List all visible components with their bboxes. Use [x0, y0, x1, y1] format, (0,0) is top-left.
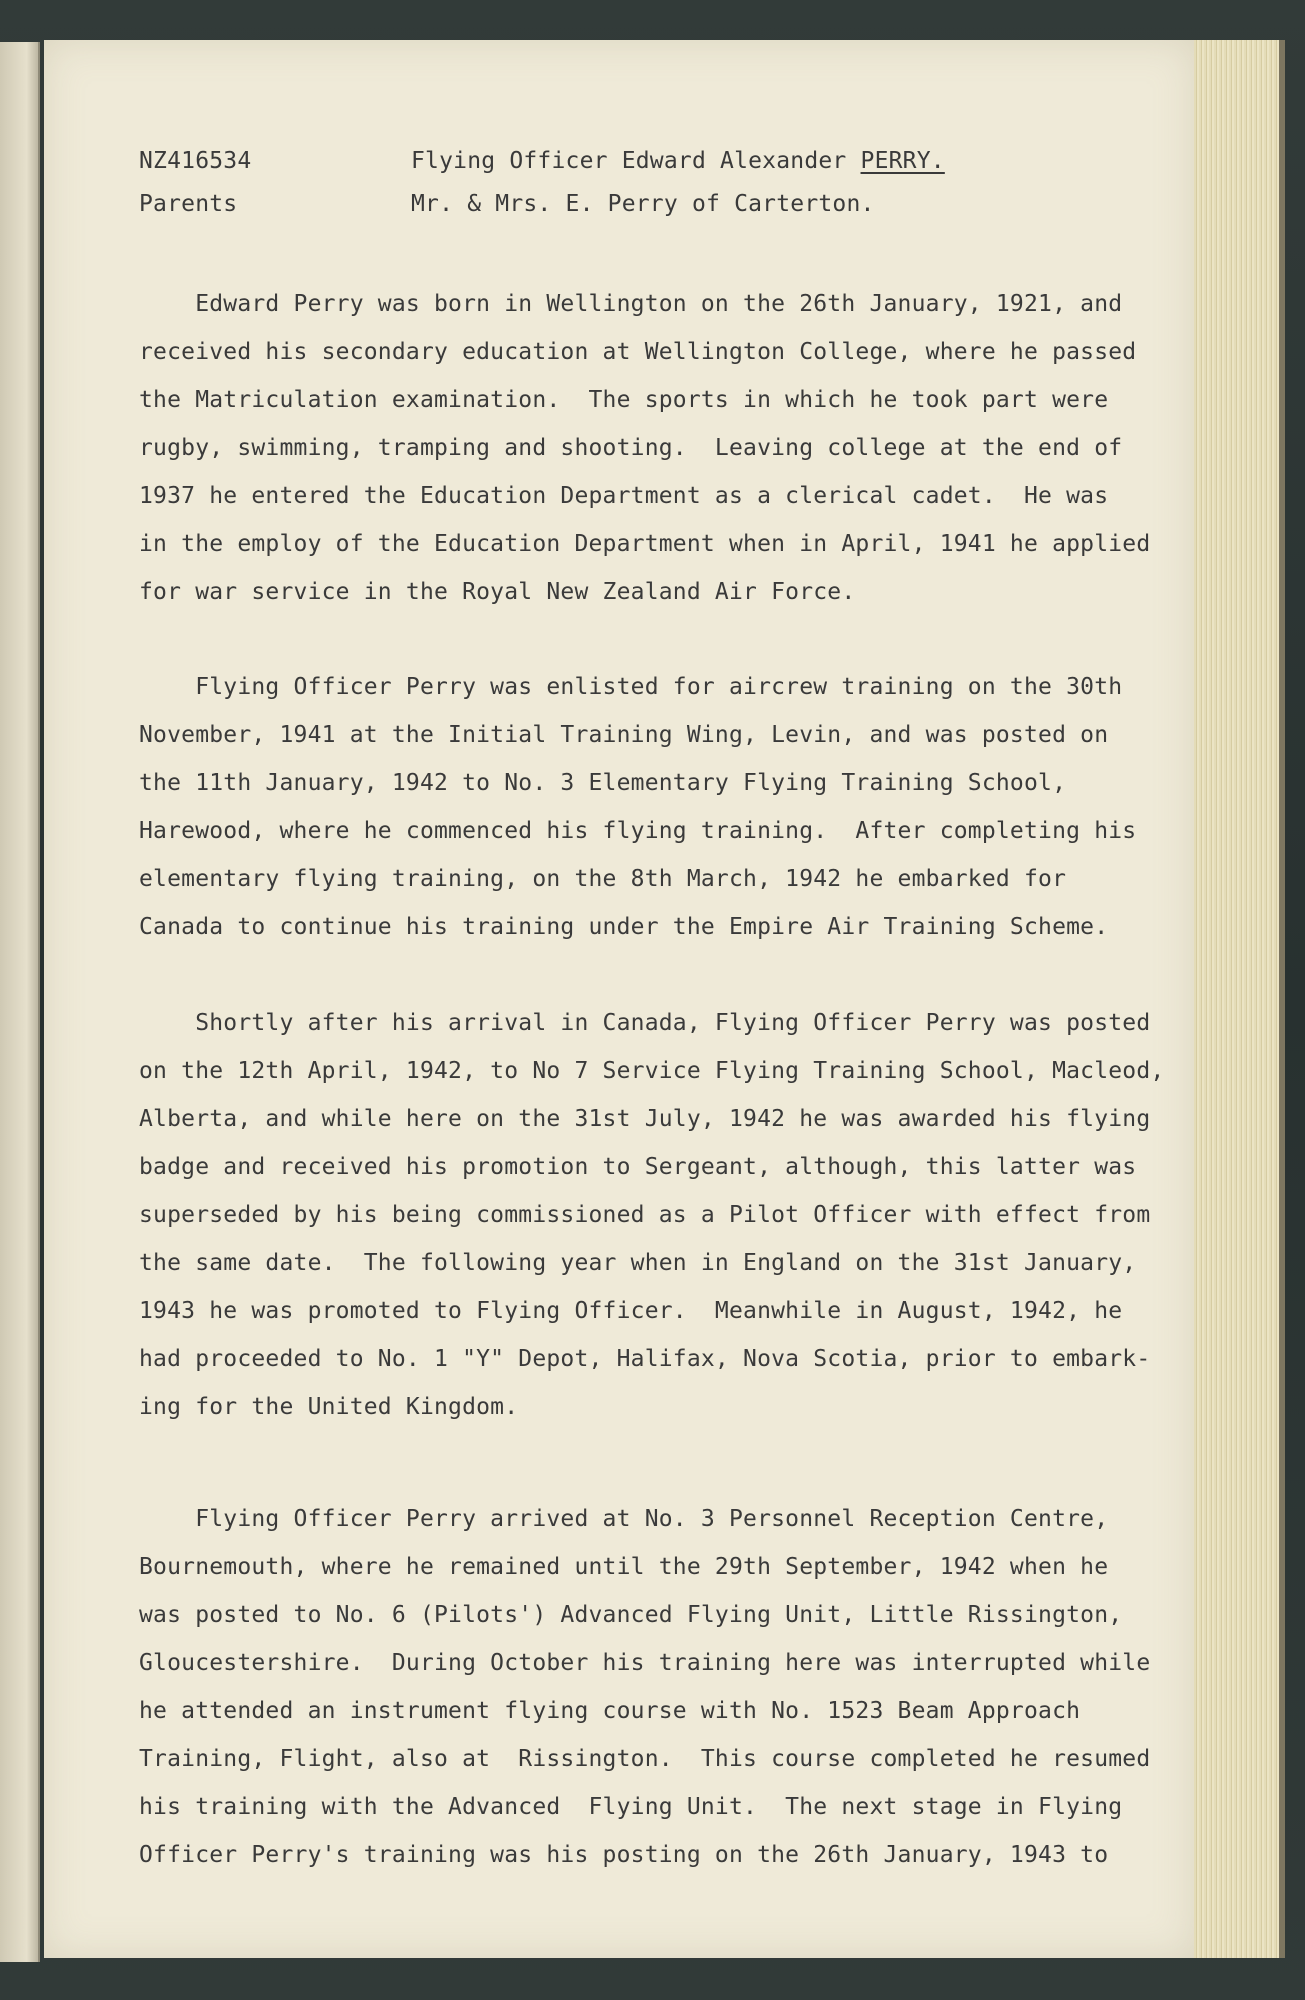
paragraph-line: the same date. The following year when in England on the 31st January, [139, 1250, 1137, 1276]
rank-name: Flying Officer Edward Alexander [411, 148, 847, 174]
paragraph-line: had proceeded to No. 1 "Y" Depot, Halifax, Nova Scotia, prior to embark- [139, 1346, 1151, 1372]
paragraph-line: Flying Officer Perry arrived at No. 3 Personnel Reception Centre, [139, 1506, 1109, 1532]
paragraph-line: 1943 he was promoted to Flying Officer. Meanwhile in August, 1942, he [139, 1298, 1123, 1324]
paragraph-line: Flying Officer Perry was enlisted for aircrew training on the 30th [139, 674, 1123, 700]
paragraph-line: he attended an instrument flying course with No. 1523 Beam Approach [139, 1698, 1081, 1724]
paragraph-line: elementary flying training, on the 8th March, 1942 he embarked for [139, 866, 1067, 892]
paragraph-line: on the 12th April, 1942, to No 7 Service Flying Training School, Macleod, [139, 1058, 1165, 1084]
paragraph-line: Bournemouth, where he remained until the 29th September, 1942 when he [139, 1554, 1109, 1580]
paragraph-line: rugby, swimming, tramping and shooting. Leaving college at the end of [139, 435, 1123, 461]
paragraph-line: Edward Perry was born in Wellington on the 26th January, 1921, and [139, 291, 1123, 317]
paragraph-line: Training, Flight, also at Rissington. This course completed he resumed [139, 1746, 1151, 1772]
paragraph-line: his training with the Advanced Flying Unit. The next stage in Flying [139, 1794, 1123, 1820]
paragraph-line: the Matriculation examination. The sports in which he took part were [139, 387, 1109, 413]
paragraph-line: November, 1941 at the Initial Training Wing, Levin, and was posted on [139, 722, 1109, 748]
paragraph-line: in the employ of the Education Department when in April, 1941 he applied [139, 531, 1151, 557]
paragraph-line: Gloucestershire. During October his training here was interrupted while [139, 1650, 1151, 1676]
parents-value: Mr. & Mrs. E. Perry of Carterton. [411, 191, 875, 217]
paragraph-line: Harewood, where he commenced his flying training. After completing his [139, 818, 1137, 844]
paragraph-line: the 11th January, 1942 to No. 3 Elementary Flying Training School, [139, 770, 1067, 796]
paragraph-line: superseded by his being commissioned as a Pilot Officer with effect from [139, 1202, 1151, 1228]
airman-surname: PERRY. [860, 148, 945, 174]
paragraph-line: received his secondary education at Wellington College, where he passed [139, 339, 1137, 365]
paragraph-line: was posted to No. 6 (Pilots') Advanced Flying Unit, Little Rissington, [139, 1602, 1123, 1628]
parents-label: Parents [139, 191, 238, 217]
facing-page-edge [0, 42, 40, 1962]
paragraph-line: for war service in the Royal New Zealand Air Force. [139, 579, 856, 605]
paragraph-line: badge and received his promotion to Sergeant, although, this latter was [139, 1154, 1137, 1180]
page-stack-edge [1194, 40, 1285, 1958]
paragraph-line: Canada to continue his training under the Empire Air Training Scheme. [139, 914, 1109, 940]
paragraph-line: Alberta, and while here on the 31st July, 1942 he was awarded his flying [139, 1106, 1151, 1132]
paragraph-line: Shortly after his arrival in Canada, Flying Officer Perry was posted [139, 1010, 1151, 1036]
service-number: NZ416534 [139, 148, 252, 174]
paragraph-line: 1937 he entered the Education Department as a clerical cadet. He was [139, 483, 1109, 509]
airman-name [411, 148, 945, 174]
document-page [44, 40, 1194, 1958]
paragraph-line: Officer Perry's training was his posting on the 26th January, 1943 to [139, 1842, 1109, 1868]
paragraph-line: ing for the United Kingdom. [139, 1394, 519, 1420]
